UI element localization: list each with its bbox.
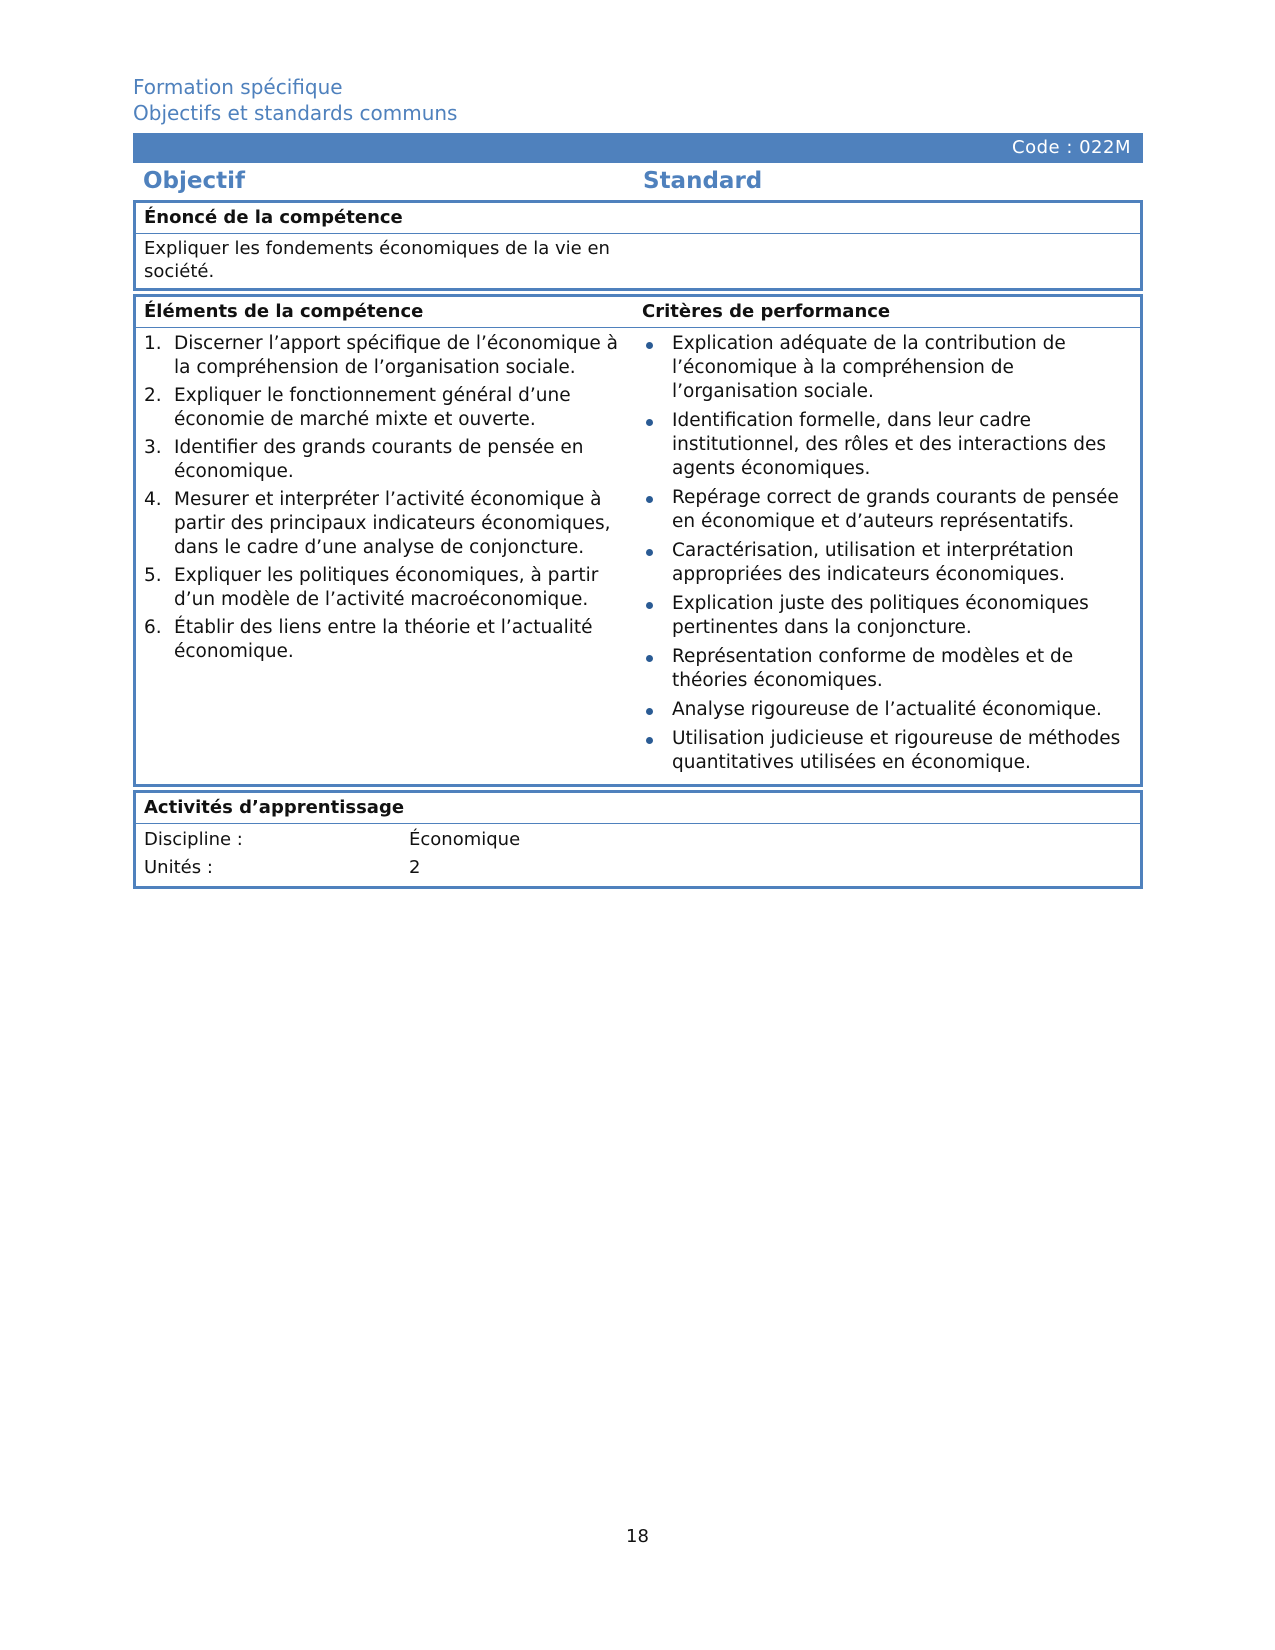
bullet-icon: [646, 342, 653, 349]
list-item: Représentation conforme de modèles et de théories économiques.: [642, 645, 1130, 693]
list-item: 4. Mesurer et interpréter l’activité économique à partir des principaux indicateurs économiques, dans le cadre d’une analyse de conjoncture.: [144, 489, 611, 558]
elements-header-row: [136, 297, 1140, 328]
unites-label: Unités :: [144, 857, 213, 878]
elements-list: [144, 332, 624, 664]
bullet-icon: [646, 655, 653, 662]
list-item: 6. Établir des liens entre la théorie et l’actualité économique.: [144, 617, 593, 662]
column-heading-objectif: Objectif: [143, 168, 246, 194]
list-item: Repérage correct de grands courants de pensée en économique et d’auteurs représentatifs.: [642, 486, 1130, 534]
criteria-title: Critères de performance: [642, 301, 891, 322]
header-line-2: Objectifs et standards communs: [133, 101, 458, 125]
discipline-value: Économique: [409, 829, 521, 850]
bullet-icon: [646, 737, 653, 744]
list-item: 3. Identifier des grands courants de pensée en économique.: [144, 437, 584, 482]
header-line-1: Formation spécifique: [133, 75, 343, 99]
bullet-icon: [646, 419, 653, 426]
course-code: Code : 022M: [1012, 137, 1131, 158]
list-item: Explication juste des politiques économiques pertinentes dans la conjoncture.: [642, 592, 1130, 640]
list-item: Analyse rigoureuse de l’actualité économique.: [642, 698, 1130, 722]
enonce-title: Énoncé de la compétence: [136, 203, 1140, 234]
discipline-label: Discipline :: [144, 829, 243, 850]
elements-column: [136, 332, 638, 780]
list-item: Explication adéquate de la contribution de l’économique à la compréhension de l’organisation sociale.: [642, 332, 1130, 404]
elements-title: Éléments de la compétence: [144, 301, 424, 322]
enonce-text: Expliquer les fondements économiques de la vie en société.: [144, 238, 610, 282]
bullet-icon: [646, 496, 653, 503]
code-bar: [133, 133, 1143, 163]
bullet-icon: [646, 708, 653, 715]
bullet-icon: [646, 602, 653, 609]
list-item: Identification formelle, dans leur cadre institutionnel, des rôles et des interactions des agents économiques.: [642, 409, 1130, 481]
document-header: [133, 74, 457, 126]
list-item: 1. Discerner l’apport spécifique de l’économique à la compréhension de l’organisation sociale.: [144, 333, 618, 378]
discipline-row: [144, 826, 1132, 854]
activites-section: [133, 790, 1143, 889]
list-item: Utilisation judicieuse et rigoureuse de méthodes quantitatives utilisées en économique.: [642, 727, 1130, 775]
activites-title: Activités d’apprentissage: [136, 793, 1140, 824]
bullet-icon: [646, 549, 653, 556]
criteria-column: [638, 332, 1140, 780]
unites-row: [144, 854, 1132, 882]
list-item: 2. Expliquer le fonctionnement général d’une économie de marché mixte et ouverte.: [144, 385, 571, 430]
criteria-list: [642, 332, 1130, 775]
column-heading-standard: Standard: [643, 168, 763, 194]
elements-section: [133, 294, 1143, 787]
page-number: 18: [626, 1526, 649, 1547]
enonce-section: [133, 200, 1143, 291]
list-item: 5. Expliquer les politiques économiques, à partir d’un modèle de l’activité macroéconomique.: [144, 565, 599, 610]
unites-value: 2: [409, 857, 421, 878]
list-item: Caractérisation, utilisation et interprétation appropriées des indicateurs économiques.: [642, 539, 1130, 587]
